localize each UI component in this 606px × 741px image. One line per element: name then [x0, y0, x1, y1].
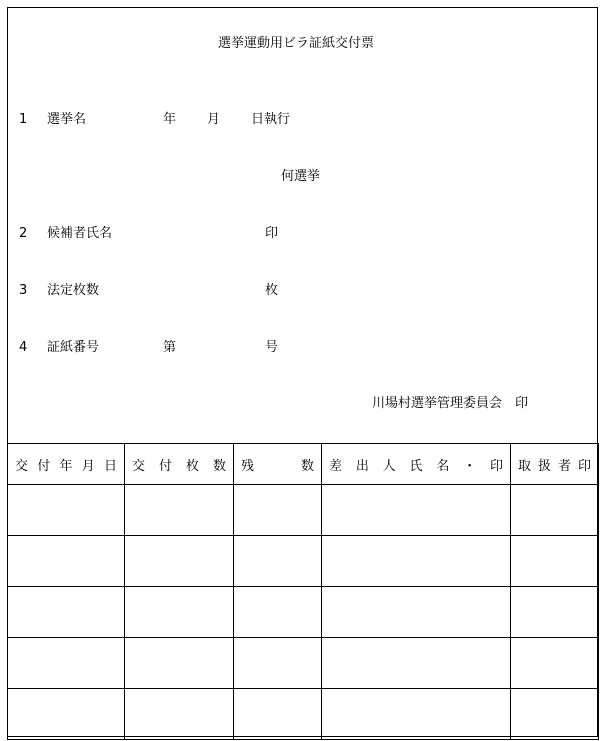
- header-issue-count: 交 付 枚 数: [125, 444, 234, 485]
- header-submitter: 差 出 人 氏 名 ・ 印: [322, 444, 511, 485]
- table-header-row: [8, 444, 599, 485]
- table-cell[interactable]: [234, 638, 322, 689]
- item2-seal: 印: [265, 226, 279, 241]
- item2-label: 候補者氏名: [47, 226, 113, 241]
- table-row: [8, 485, 599, 536]
- table-cell[interactable]: [8, 485, 125, 536]
- item4-prefix: 第: [163, 340, 177, 355]
- item3-unit: 枚: [265, 283, 279, 298]
- table-row: [8, 587, 599, 638]
- table-cell[interactable]: [511, 587, 599, 638]
- table-cell[interactable]: [234, 536, 322, 587]
- table-cell[interactable]: [322, 638, 511, 689]
- table-cell[interactable]: [8, 587, 125, 638]
- table-cell[interactable]: [511, 638, 599, 689]
- table-cell[interactable]: [125, 587, 234, 638]
- item1-election-type: 何選挙: [281, 169, 321, 184]
- table-cell[interactable]: [234, 689, 322, 740]
- table-cell[interactable]: [8, 689, 125, 740]
- item1-day: 日執行: [251, 112, 291, 127]
- item4-suffix: 号: [265, 340, 279, 355]
- item4-label: 証紙番号: [47, 340, 100, 355]
- header-issue-date: 交 付 年 月 日: [8, 444, 125, 485]
- table-row: [8, 689, 599, 740]
- table-cell[interactable]: [322, 536, 511, 587]
- table-cell[interactable]: [234, 587, 322, 638]
- item1-year: 年: [163, 112, 177, 127]
- item3-number: 3: [19, 283, 28, 298]
- header-handler: 取 扱 者 印: [511, 444, 599, 485]
- table-row: [8, 536, 599, 587]
- table-row: [8, 638, 599, 689]
- table-cell[interactable]: [125, 638, 234, 689]
- issuer-line: 川場村選挙管理委員会 印: [372, 396, 529, 411]
- issuance-table: [7, 443, 599, 740]
- item4-number: 4: [19, 340, 28, 355]
- item3-label: 法定枚数: [47, 283, 100, 298]
- table-cell[interactable]: [125, 689, 234, 740]
- table-cell[interactable]: [322, 485, 511, 536]
- item1-label: 選挙名: [47, 112, 87, 127]
- item1-month: 月: [207, 112, 221, 127]
- item1-number: 1: [19, 112, 28, 127]
- table-cell[interactable]: [125, 536, 234, 587]
- table-cell[interactable]: [125, 485, 234, 536]
- table-cell[interactable]: [511, 536, 599, 587]
- table-cell[interactable]: [322, 689, 511, 740]
- table-cell[interactable]: [234, 485, 322, 536]
- table-cell[interactable]: [8, 638, 125, 689]
- table-cell[interactable]: [511, 485, 599, 536]
- form-title: 選挙運動用ビラ証紙交付票: [218, 36, 375, 51]
- item2-number: 2: [19, 226, 28, 241]
- table-cell[interactable]: [322, 587, 511, 638]
- table-cell[interactable]: [8, 536, 125, 587]
- table-cell[interactable]: [511, 689, 599, 740]
- header-remaining: 残 数: [234, 444, 322, 485]
